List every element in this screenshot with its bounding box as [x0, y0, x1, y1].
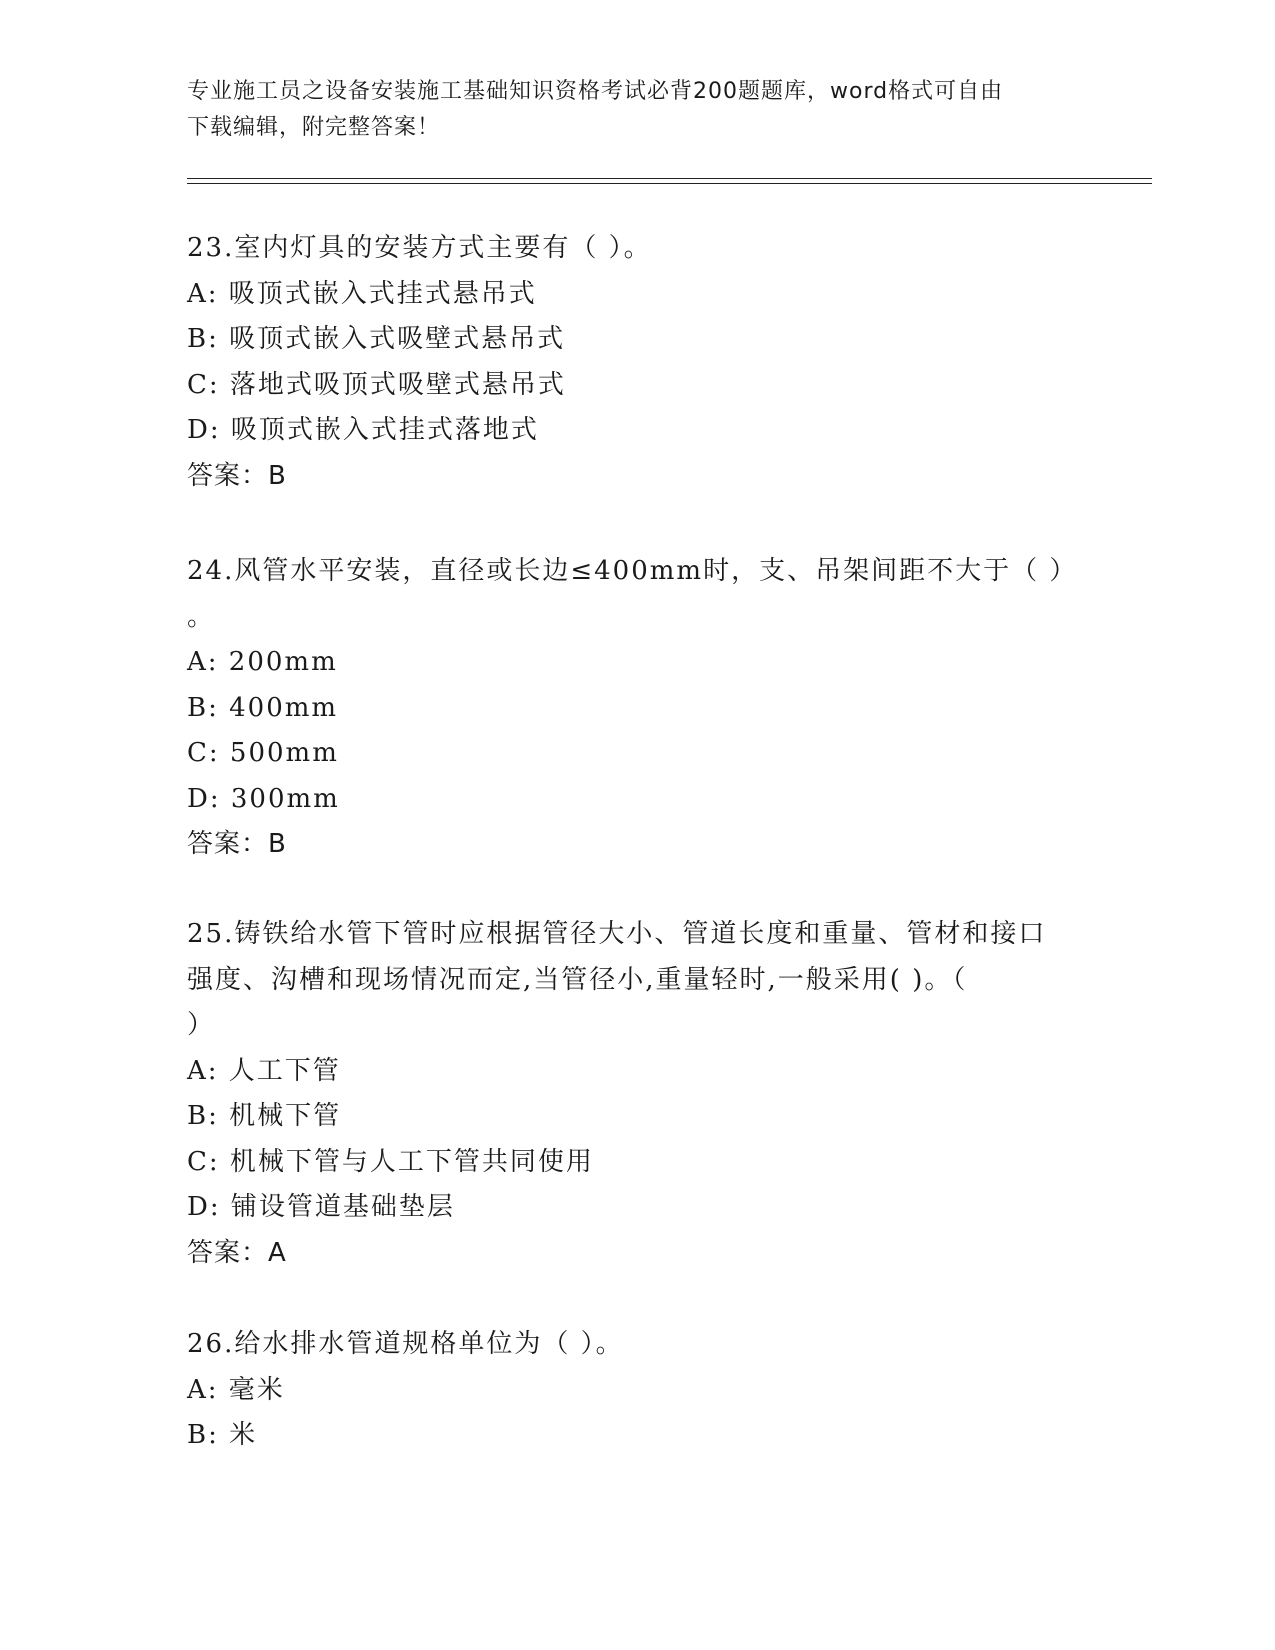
option-c: C: 500mm — [187, 738, 339, 768]
option-a: A: 毫米 — [187, 1374, 285, 1405]
answer-label: 答案：B — [187, 829, 287, 859]
question-26 — [187, 1322, 1087, 1459]
header-line-1: 专业施工员之设备安装施工基础知识资格考试必背200题题库，word格式可自由 — [187, 79, 1004, 104]
question-stem-continued: 。 — [187, 601, 216, 632]
option-c: C: 机械下管与人工下管共同使用 — [187, 1146, 594, 1177]
option-a: A: 人工下管 — [187, 1055, 341, 1086]
option-b: B: 机械下管 — [187, 1101, 342, 1131]
question-stem-continued: 强度、沟槽和现场情况而定,当管径小,重量轻时,一般采用( )。（ — [187, 964, 968, 995]
option-c: C: 落地式吸顶式吸壁式悬吊式 — [187, 369, 566, 400]
question-stem-continued: ） — [187, 1010, 216, 1040]
header-line-2: 下载编辑，附完整答案！ — [187, 115, 441, 140]
option-b: B: 吸顶式嵌入式吸壁式悬吊式 — [187, 324, 566, 354]
question-stem: 26.给水排水管道规格单位为（ ）。 — [187, 1329, 624, 1359]
question-24 — [187, 549, 1087, 868]
question-stem: 25.铸铁给水管下管时应根据管径大小、管道长度和重量、管材和接口 — [187, 919, 1047, 949]
option-d: D: 300mm — [187, 783, 340, 814]
option-d: D: 吸顶式嵌入式挂式落地式 — [187, 415, 539, 445]
option-d: D: 铺设管道基础垫层 — [187, 1192, 455, 1222]
question-23 — [187, 226, 1087, 499]
question-stem: 24.风管水平安装，直径或长边≤400mm时，支、吊架间距不大于（ ） — [187, 556, 1078, 586]
option-a: A: 吸顶式嵌入式挂式悬吊式 — [187, 278, 537, 309]
header-divider — [187, 178, 1152, 184]
answer-label: 答案：A — [187, 1237, 287, 1268]
question-stem: 23.室内灯具的安装方式主要有（ ）。 — [187, 233, 652, 263]
answer-label: 答案：B — [187, 460, 287, 491]
question-25 — [187, 912, 1087, 1276]
option-a: A: 200mm — [187, 647, 338, 677]
option-b: B: 米 — [187, 1420, 258, 1450]
document-header — [187, 74, 1087, 146]
option-b: B: 400mm — [187, 692, 339, 723]
